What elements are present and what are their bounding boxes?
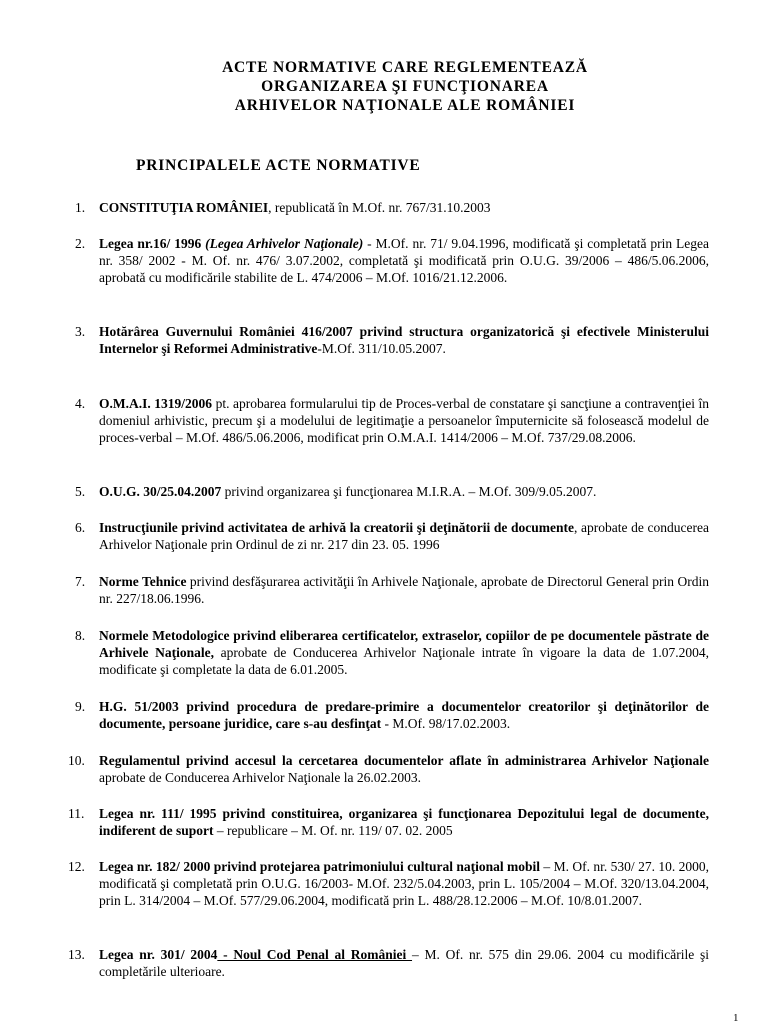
item-title: Hotărârea Guvernului României 416/2007 privind structura organizatorică şi efectivele Ministerului Internelor şi Reformei Administrative [99,324,709,357]
item-number: 9. [75,699,86,714]
item-detail: privind desfăşurarea activităţii în Arhivele Naţionale, aprobate de Directorul General prin Ordin nr. 227/18.06.1996. [99,574,709,607]
item-number: 6. [75,520,86,535]
item-text [99,235,709,287]
item-number: 13. [68,947,85,962]
item-text [99,323,709,357]
item-text [99,752,709,786]
item-detail: -M.Of. 311/10.05.2007. [317,341,446,357]
item-title: Legea nr. 182/ 2000 privind protejarea patrimoniului cultural naţional mobil [99,859,541,874]
item-number: 11. [68,806,85,821]
item-detail: - M.Of. nr. 71/ 9.04.1996, modificată şi completată prin Legea nr. 358/ 2002 - M. Of. nr. 476/ 3.07.2002, completată şi modificată prin O.U.G. 39/2006 – 486/5.06.2006, aprobată cu modificările stabilite de L. 474/2006 – M.Of. 1016/21.12.2006. [99,236,710,286]
item-title: H.G. 51/2003 privind procedura de predare-primire a documentelor creatorilor şi deţinătorilor de documente, persoane juridice, care s-au desfinţat [99,699,709,732]
item-title: Legea nr.16/ 1996 [99,236,202,251]
item-number: 12. [68,859,85,874]
item-detail: – M. Of. nr. 530/ 27. 10. 2000, modificată şi completată prin O.U.G. 16/2003- M.Of. 232/5.04.2003, prin L. 105/2004 – M.Of. 320/13.04.2004, prin L. 314/2004 – M.Of. 577/29.06.2004, modificată prin L. 488/28.12.2006 – M.Of. 10/8.01.2007. [99,859,710,909]
item-text [99,199,709,216]
title-line-3: ARHIVELOR NAŢIONALE ALE ROMÂNIEI [234,97,576,114]
item-detail: aprobate de Conducerea Arhivelor Naţionale intrate în vigoare la data de 1.07.2004, modificate şi completate la data de 6.01.2005. [99,645,709,678]
item-number: 2. [75,236,86,251]
item-number: 4. [75,396,86,411]
title-line-1: ACTE NORMATIVE CARE REGLEMENTEAZĂ [222,59,588,76]
item-title: Instrucţiunile privind activitatea de arhivă la creatorii şi deţinătorii de documente [99,520,574,535]
item-number: 5. [75,484,86,499]
item-title: Normele Metodologice privind eliberarea certificatelor, extraselor, copiilor de pe documentele păstrate de Arhivele Naţionale, [99,628,709,661]
item-text [99,573,709,607]
item-number: 8. [75,628,86,643]
item-title: CONSTITUŢIA ROMÂNIEI [99,200,269,215]
item-detail: – M. Of. nr. 575 din 29.06. 2004 cu modificările şi completările ulterioare. [99,947,710,980]
item-detail: - M.Of. 98/17.02.2003. [381,716,511,732]
item-number: 1. [75,200,86,215]
item-text [99,519,709,553]
item-text [99,395,709,447]
item-title: Norme Tehnice [99,574,187,589]
item-text [99,946,709,980]
document-title [100,58,710,115]
item-title: O.U.G. 30/25.04.2007 [99,484,222,499]
item-title: Legea nr. 111/ 1995 privind constituirea, organizarea şi funcţionarea Depozitului legal de documente, indiferent de suport [99,806,709,839]
item-text [99,698,709,732]
item-number: 10. [68,753,85,768]
item-title: Legea nr. 301/ 2004 [99,947,218,962]
item-title: Regulamentul privind accesul la cercetarea documentelor aflate în administrarea Arhivelor Naţionale [99,753,709,768]
item-text [99,805,709,839]
item-text [99,858,709,910]
item-text [99,483,709,500]
item-detail: , republicată în M.Of. nr. 767/31.10.2003 [268,200,491,215]
item-detail: – republicare – M. Of. nr. 119/ 07. 02. 2005 [213,823,453,839]
item-text [99,627,709,679]
page-number: 1 [733,1012,739,1024]
section-heading: PRINCIPALELE ACTE NORMATIVE [136,157,421,174]
item-title-italic: (Legea Arhivelor Naţionale) [205,236,364,251]
item-detail: pt. aprobarea formularului tip de Proces-verbal de constatare şi sancţiune a contravenţiei în domeniul arhivistic, precum şi a modelului de legitimaţie a persoanelor împuternicite să folosească modelul de proces-verbal – M.Of. 486/5.06.2006, modificat prin O.M.A.I. 1414/2006 – M.Of. 737/29.08.2006. [99,396,710,446]
item-detail: privind organizarea şi funcţionarea M.I.R.A. – M.Of. 309/9.05.2007. [221,484,597,499]
item-title-underlined: - Noul Cod Penal al României [217,947,413,962]
item-number: 3. [75,324,86,339]
item-detail: , aprobate de conducerea Arhivelor Naţionale prin Ordinul de zi nr. 217 din 23. 05. 1996 [99,520,710,553]
item-detail: aprobate de Conducerea Arhivelor Naţionale la 26.02.2003. [99,770,422,786]
item-title: O.M.A.I. 1319/2006 [99,396,213,411]
item-number: 7. [75,574,86,589]
title-line-2: ORGANIZAREA ŞI FUNCŢIONAREA [261,78,549,95]
